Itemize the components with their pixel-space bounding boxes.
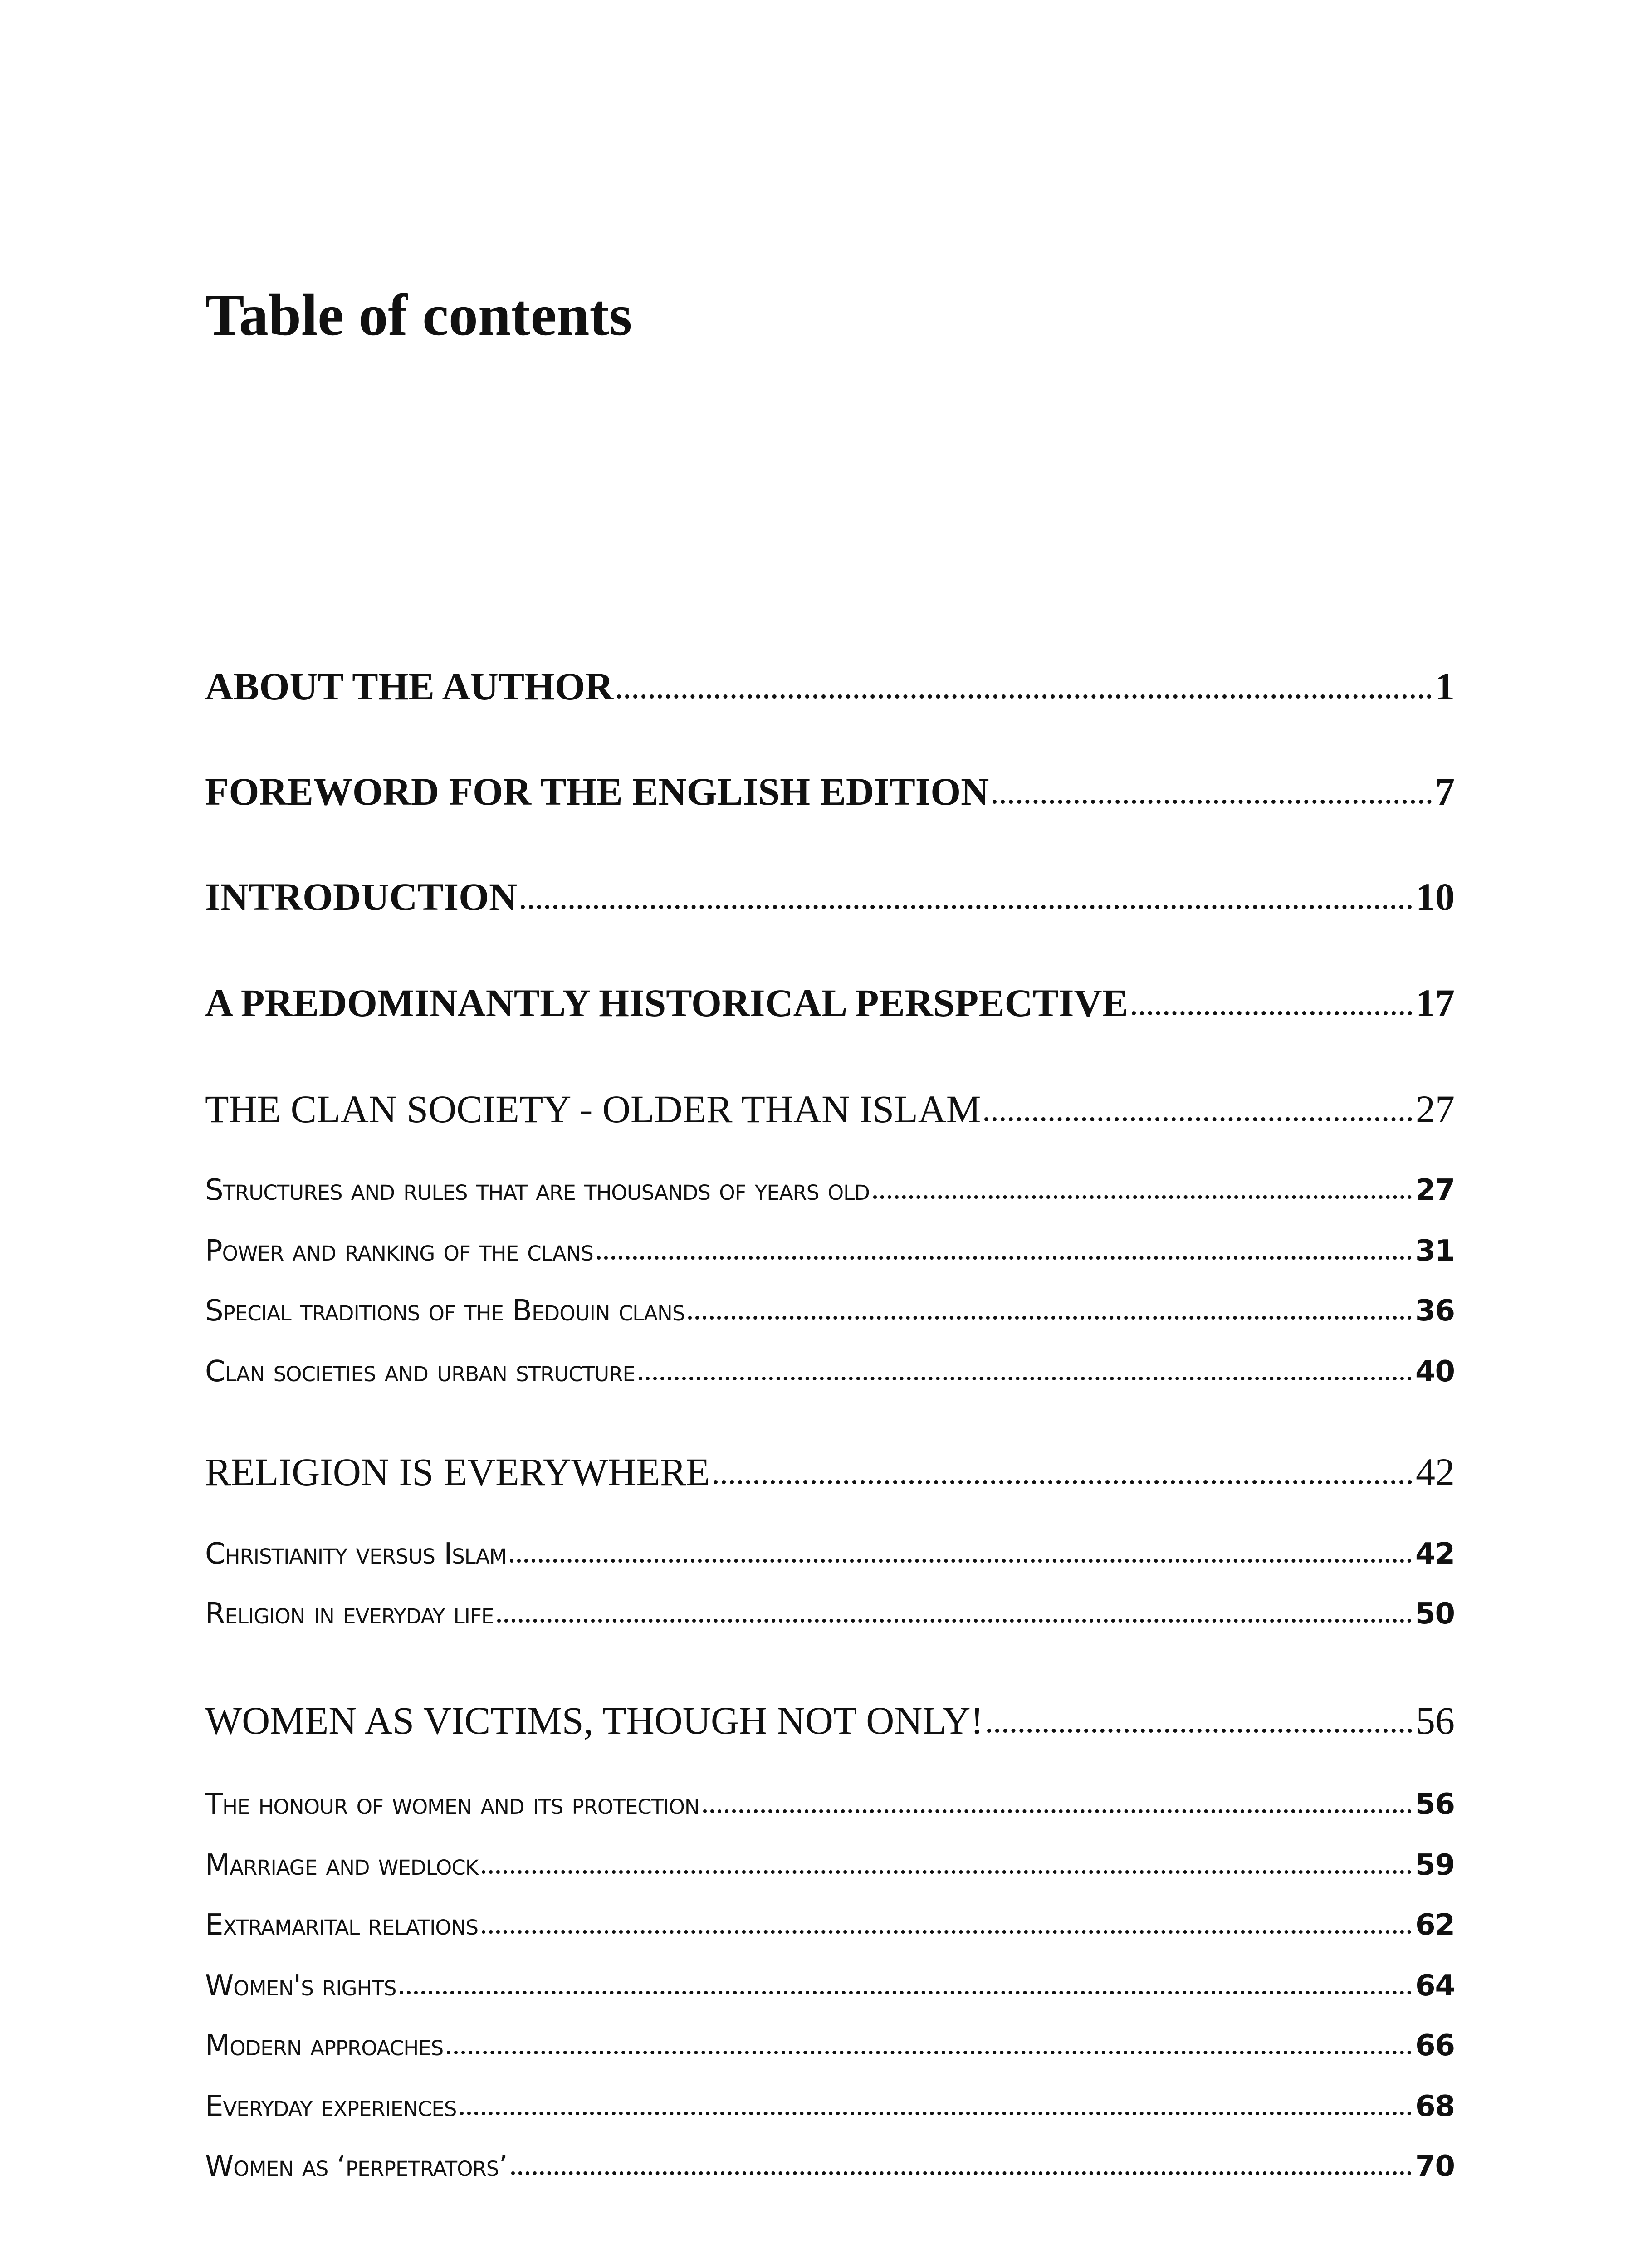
toc-page-number: 56	[1416, 1699, 1455, 1742]
toc-entry-power-and-ranking[interactable]	[205, 1234, 1455, 1275]
toc-page-number: 17	[1416, 981, 1455, 1025]
toc-page-number: 42	[1416, 1450, 1455, 1494]
toc-page-number: 1	[1435, 665, 1455, 708]
dot-leader	[511, 2171, 1412, 2175]
toc-entry-label: Marriage and wedlock	[205, 1848, 479, 1882]
toc-page-number: 68	[1415, 2090, 1455, 2123]
toc-entry-clan-society[interactable]	[205, 1087, 1455, 1139]
toc-page-number: 40	[1415, 1355, 1455, 1388]
toc-entry-womens-rights[interactable]	[205, 1971, 1455, 2009]
toc-entry-women-as-victims[interactable]	[205, 1701, 1455, 1751]
dot-leader	[510, 1559, 1411, 1563]
toc-page-number: 50	[1415, 1597, 1455, 1631]
toc-page-number: 66	[1415, 2029, 1455, 2063]
toc-entry-label: Power and ranking of the clans	[205, 1234, 593, 1268]
toc-page-number: 7	[1435, 770, 1455, 813]
toc-page-number: 36	[1415, 1294, 1455, 1328]
toc-entry-women-as-perpetrators[interactable]	[205, 2152, 1455, 2190]
toc-page-number: 56	[1415, 1788, 1455, 1821]
toc-entry-modern-approaches[interactable]	[205, 2031, 1455, 2069]
toc-page-number: 62	[1415, 1908, 1455, 1942]
dot-leader	[482, 1870, 1412, 1874]
dot-leader	[703, 1809, 1412, 1813]
toc-entry-extramarital-relations[interactable]	[205, 1908, 1455, 1949]
toc-entry-label: Clan societies and urban structure	[205, 1355, 635, 1388]
toc-entry-label: Modern approaches	[205, 2029, 444, 2063]
toc-entry-about-the-author[interactable]	[205, 667, 1455, 717]
toc-entry-everyday-experiences[interactable]	[205, 2092, 1455, 2130]
toc-entry-bedouin-traditions[interactable]	[205, 1296, 1455, 1334]
toc-entry-label: THE CLAN SOCIETY - OLDER THAN ISLAM	[205, 1087, 981, 1131]
toc-entry-label: ABOUT THE AUTHOR	[205, 665, 614, 708]
dot-leader	[497, 1619, 1412, 1623]
dot-leader	[482, 1930, 1412, 1934]
toc-entry-honour-of-women[interactable]	[205, 1790, 1455, 1828]
toc-page-number: 27	[1416, 1087, 1455, 1131]
toc-entry-label: Structures and rules that are thousands of years old	[205, 1173, 870, 1207]
dot-leader	[447, 2051, 1412, 2054]
page-title: Table of contents	[205, 283, 632, 348]
toc-entry-historical-perspective[interactable]	[205, 983, 1455, 1033]
toc-entry-label: A PREDOMINANTLY HISTORICAL PERSPECTIVE	[205, 981, 1128, 1025]
dot-leader	[993, 800, 1432, 804]
toc-page-number: 59	[1415, 1848, 1455, 1882]
toc-entry-christianity-versus-islam[interactable]	[205, 1537, 1455, 1578]
toc-entry-label: Religion in everyday life	[205, 1597, 494, 1631]
toc-entry-label: Women as ‘perpetrators’	[205, 2150, 508, 2183]
dot-leader	[617, 694, 1432, 699]
dot-leader	[639, 1377, 1412, 1380]
toc-page-number: 27	[1415, 1173, 1455, 1207]
dot-leader	[987, 1729, 1412, 1733]
toc-entry-religion-everyday-life[interactable]	[205, 1599, 1455, 1637]
toc-entry-label: Special traditions of the Bedouin clans	[205, 1294, 685, 1328]
dot-leader	[400, 1991, 1412, 1994]
toc-entry-label: Extramarital relations	[205, 1908, 479, 1942]
toc-entry-structures-and-rules[interactable]	[205, 1173, 1455, 1214]
toc-page-number: 42	[1415, 1537, 1455, 1571]
dot-leader	[714, 1480, 1412, 1484]
toc-entry-clan-urban-structure[interactable]	[205, 1357, 1455, 1395]
toc-entry-label: FOREWORD FOR THE ENGLISH EDITION	[205, 770, 989, 813]
toc-page-number: 70	[1415, 2150, 1455, 2183]
dot-leader	[1132, 1011, 1412, 1015]
toc-page-number: 31	[1415, 1234, 1455, 1268]
toc-entry-introduction[interactable]	[205, 877, 1455, 927]
dot-leader	[460, 2112, 1412, 2115]
toc-entry-label: INTRODUCTION	[205, 875, 518, 919]
toc-entry-label: Women's rights	[205, 1969, 396, 2003]
toc-entry-label: The honour of women and its protection	[205, 1788, 699, 1821]
dot-leader	[984, 1117, 1412, 1121]
toc-entry-label: RELIGION IS EVERYWHERE	[205, 1450, 710, 1494]
dot-leader	[521, 905, 1412, 909]
dot-leader	[688, 1316, 1412, 1320]
dot-leader	[873, 1195, 1412, 1199]
toc-entry-label: Christianity versus Islam	[205, 1537, 507, 1571]
dot-leader	[597, 1256, 1412, 1260]
toc-page-number: 64	[1415, 1969, 1455, 2003]
toc-entry-label: WOMEN AS VICTIMS, THOUGH NOT ONLY!	[205, 1699, 984, 1742]
toc-entry-foreword[interactable]	[205, 772, 1455, 822]
toc-entry-label: Everyday experiences	[205, 2090, 457, 2123]
toc-entry-religion-everywhere[interactable]	[205, 1452, 1455, 1502]
toc-page-number: 10	[1416, 875, 1455, 919]
toc-entry-marriage-and-wedlock[interactable]	[205, 1848, 1455, 1889]
